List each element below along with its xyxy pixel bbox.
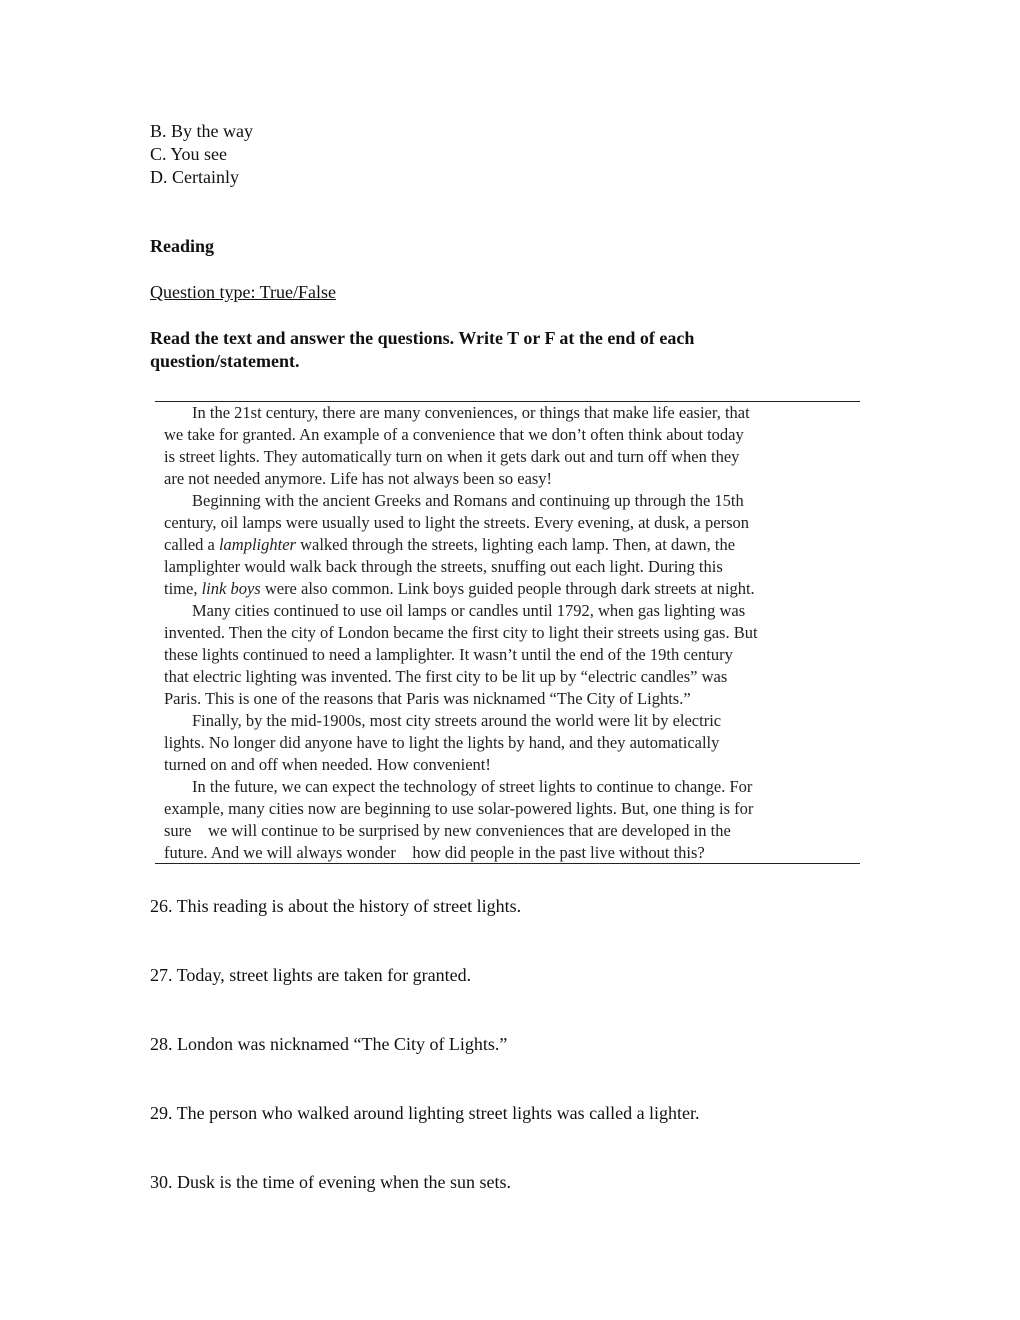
passage-line: In the 21st century, there are many conveniences, or things that make life easier, that [192, 403, 750, 422]
instructions-line-1: Read the text and answer the questions. Write T or F at the end of each [150, 328, 695, 348]
passage-line: future. And we will always wonder how did people in the past live without this? [164, 843, 705, 862]
passage-line: that electric lighting was invented. The first city to be lit up by “electric candles” was [164, 667, 728, 686]
passage-line: lamplighter would walk back through the streets, snuffing out each light. During this [164, 557, 723, 576]
passage-line: invented. Then the city of London became the first city to light their streets using gas. But [164, 623, 758, 642]
passage-line: Beginning with the ancient Greeks and Romans and continuing up through the 15th [192, 491, 744, 510]
passage-line [164, 534, 864, 556]
passage-line [164, 578, 864, 600]
passage-line: these lights continued to need a lamplighter. It wasn’t until the end of the 19th century [164, 645, 733, 664]
passage-line: sure we will continue to be surprised by new conveniences that are developed in the [164, 821, 731, 840]
passage-line: lights. No longer did anyone have to light the lights by hand, and they automatically [164, 733, 720, 752]
question-type: Question type: True/False [150, 282, 337, 302]
passage-line: In the future, we can expect the technology of street lights to continue to change. For [192, 777, 753, 796]
passage-line: Paris. This is one of the reasons that Paris was nicknamed “The City of Lights.” [164, 689, 691, 708]
passage-line: century, oil lamps were usually used to light the streets. Every evening, at dusk, a person [164, 513, 749, 532]
question-29: 29. The person who walked around lighting street lights was called a lighter. [150, 1103, 700, 1123]
question-28: 28. London was nicknamed “The City of Lights.” [150, 1034, 508, 1054]
passage-text: called a [164, 535, 219, 554]
passage-line: Many cities continued to use oil lamps or candles until 1792, when gas lighting was [192, 601, 746, 620]
instructions-line-2: question/statement. [150, 351, 300, 371]
passage-line: is street lights. They automatically turn on when it gets dark out and turn off when they [164, 447, 740, 466]
passage-text: walked through the streets, lighting each lamp. Then, at dawn, the [295, 535, 736, 554]
option-d: D. Certainly [150, 167, 239, 187]
option-c: C. You see [150, 144, 228, 164]
section-title: Reading [150, 236, 215, 256]
reading-passage [164, 402, 864, 864]
question-27: 27. Today, street lights are taken for granted. [150, 965, 472, 985]
passage-text: were also common. Link boys guided people through dark streets at night. [260, 579, 755, 598]
passage-line: example, many cities now are beginning to use solar-powered lights. But, one thing is for [164, 799, 754, 818]
option-b: B. By the way [150, 121, 253, 141]
term-lamplighter: lamplighter [218, 535, 296, 554]
question-30: 30. Dusk is the time of evening when the sun sets. [150, 1172, 511, 1192]
passage-line: turned on and off when needed. How convenient! [164, 755, 491, 774]
passage-line: we take for granted. An example of a convenience that we don’t often think about today [164, 425, 744, 444]
question-26: 26. This reading is about the history of street lights. [150, 896, 522, 916]
passage-line: are not needed anymore. Life has not always been so easy! [164, 469, 553, 488]
passage-text: time, [164, 579, 202, 598]
term-link-boys: link boys [201, 579, 261, 598]
passage-line: Finally, by the mid-1900s, most city streets around the world were lit by electric [192, 711, 722, 730]
passage-bottom-rule [155, 863, 860, 864]
instructions [150, 327, 850, 373]
